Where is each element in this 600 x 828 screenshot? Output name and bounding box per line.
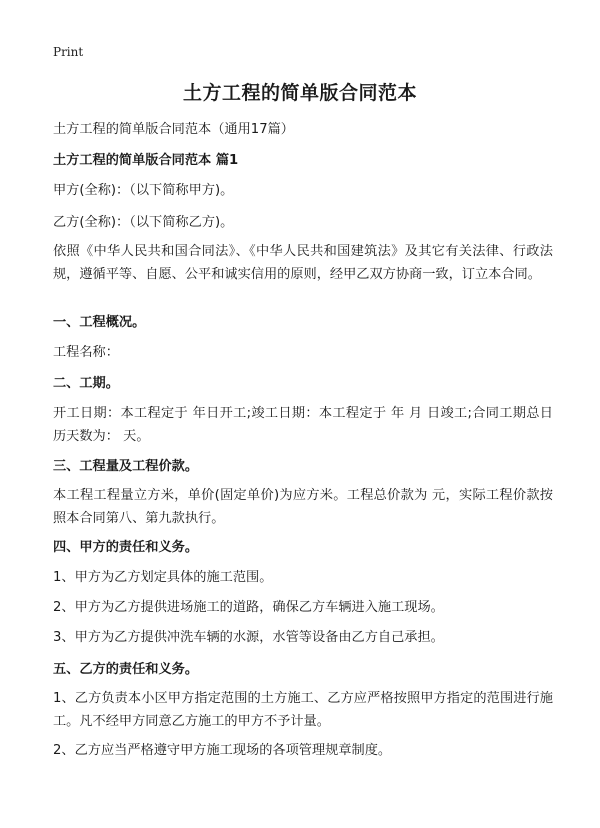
schedule-paragraph: 开工日期：本工程定于 年日开工;竣工日期：本工程定于 年 月 日竣工;合同工期总日历天数为： 天。 xyxy=(53,406,553,444)
heading-party-b-duties: 五、乙方的责任和义务。 xyxy=(53,662,199,677)
party-a-duty-1: 1、甲方为乙方划定具体的施工范围。 xyxy=(53,570,273,585)
party-b-duty-2: 2、乙方应当严格遵守甲方施工现场的各项管理规章制度。 xyxy=(53,743,392,758)
pricing-paragraph: 本工程工程量立方米，单价(固定单价)为应方米。工程总价款为 元，实际工程价款按照本合同第八、第九款执行。 xyxy=(53,488,553,526)
section-title: 土方工程的简单版合同范本 篇1 xyxy=(53,153,239,168)
party-b-duty-1: 1、乙方负责本小区甲方指定范围的土方施工、乙方应严格按照甲方指定的范围进行施工。凡不经甲方同意乙方施工的甲方不予计量。 xyxy=(53,691,553,729)
preamble-paragraph: 依照《中华人民共和国合同法》、《中华人民共和国建筑法》及其它有关法律、行政法规，遵循平等、自愿、公平和诚实信用的原则，经甲乙双方协商一致，订立本合同。 xyxy=(53,244,553,282)
project-name-line: 工程名称： xyxy=(53,345,119,360)
party-b-line: 乙方(全称)：（以下简称乙方)。 xyxy=(53,215,234,230)
print-link[interactable]: Print xyxy=(53,45,84,59)
heading-project-overview: 一、工程概况。 xyxy=(53,315,146,330)
party-a-line: 甲方(全称)：（以下简称甲方)。 xyxy=(53,183,234,198)
document-subtitle: 土方工程的简单版合同范本（通用17篇） xyxy=(53,122,294,137)
heading-schedule: 二、工期。 xyxy=(53,376,119,391)
heading-party-a-duties: 四、甲方的责任和义务。 xyxy=(53,540,199,555)
document-title: 土方工程的简单版合同范本 xyxy=(182,82,417,104)
party-a-duty-3: 3、甲方为乙方提供冲洗车辆的水源，水管等设备由乙方自己承担。 xyxy=(53,630,444,645)
party-a-duty-2: 2、甲方为乙方提供进场施工的道路，确保乙方车辆进入施工现场。 xyxy=(53,600,444,615)
heading-quantity-price: 三、工程量及工程价款。 xyxy=(53,459,199,474)
